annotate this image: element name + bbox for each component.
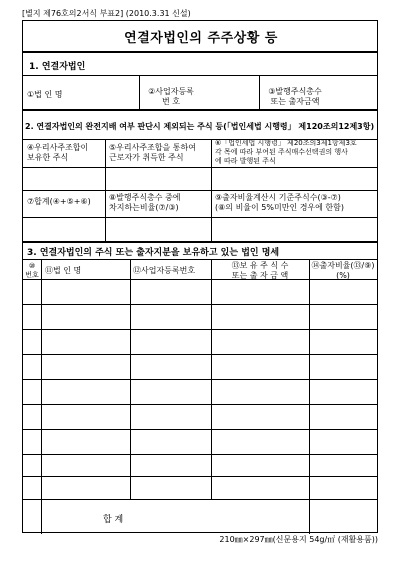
col-no-header: ⑩ 번호	[25, 262, 39, 279]
col5-label: ⑤우리사주조합을 통하여 근로자가 취득한 주식	[109, 143, 196, 162]
form-footer-note: 210㎜×297㎜(신문용지 54g/㎡ (재활용품))	[219, 535, 378, 544]
col-ratio-header: ⑭출자비율(⑬/⑨) (%)	[311, 261, 375, 280]
total-label: 합 계	[103, 515, 124, 525]
col8-label: ⑧발행주식총수 중에 차지하는비율(⑦/③)	[109, 193, 181, 212]
corp-name-label: ①법 인 명	[27, 90, 63, 99]
col-biz-header: ⑫사업자등록번호	[133, 266, 196, 275]
col-corp-header: ⑪법 인 명	[45, 266, 82, 275]
section2-heading: 2. 연결자법인의 완전지배 여부 판단시 제외되는 주식 등(「법인세법 시행령」 제120조의12제3항)	[25, 122, 375, 131]
form-header-note: [별지 제76호의2서식 부표2] (2010.3.31 신설)	[22, 9, 191, 18]
col7-label: ⑦합계(④+⑤+⑥)	[27, 197, 91, 206]
col4-label: ④우리사주조합이 보유한 주식	[27, 143, 89, 162]
col9-label: ⑨출자비율계산시 기준주식수(③-⑦) (⑧의 비율이 5%미만인 경우에 한함)	[215, 193, 345, 212]
col6-label: ⑥「법인세법 시행령」 제20조의3제1항제3호 각 목에 따라 부여된 주식매수선택권의 행사 에 따라 발행된 주식	[215, 139, 357, 165]
form-title: 연결자법인의 주주상황 등	[124, 31, 278, 46]
shares-total-label: ③발행주식총수 또는 출자금액	[268, 87, 322, 106]
section1-heading: 1. 연결자법인	[29, 62, 86, 72]
section3-heading: 3. 연결자법인의 주식 또는 출자지분을 보유하고 있는 법인 명세	[27, 248, 280, 258]
form-sheet	[22, 20, 378, 533]
biz-reg-label: ②사업자등록 번 호	[148, 87, 194, 106]
col-holding-header: ⑬보 유 주 식 수 또는 출 자 금 액	[231, 261, 289, 280]
